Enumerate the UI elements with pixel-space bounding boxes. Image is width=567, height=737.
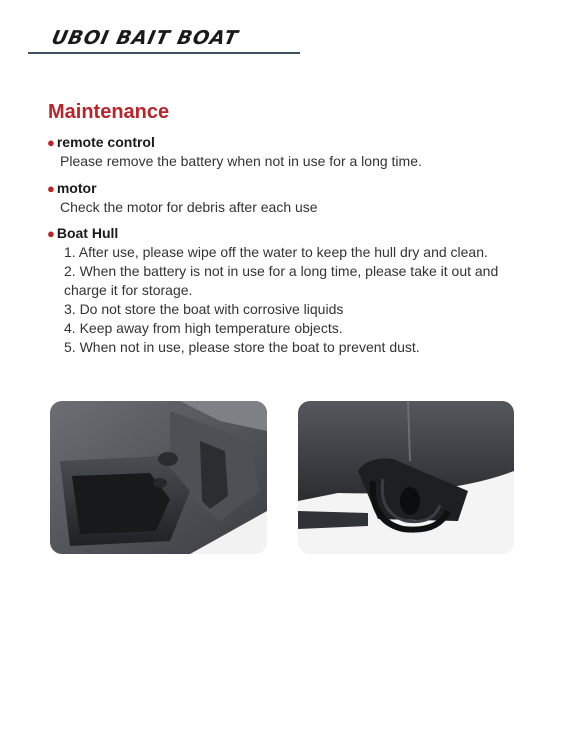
list-item: 4. Keep away from high temperature objects. — [64, 320, 343, 336]
section-motor — [47, 179, 318, 217]
list-item: 2. When the battery is not in use for a long time, please take it out and charge it for storage. — [64, 263, 499, 298]
list-item: 5. When not in use, please store the boat to prevent dust. — [64, 339, 420, 355]
boat-hull-photo — [50, 401, 267, 554]
page-title: Maintenance — [48, 101, 170, 123]
header-rule — [28, 52, 300, 54]
heading-text: Boat Hull — [56, 225, 119, 241]
section-body — [60, 243, 516, 357]
heading-text: motor — [56, 180, 97, 196]
section-body: Please remove the battery when not in use for a long time. — [60, 153, 422, 169]
section-heading — [47, 179, 318, 198]
bullet-icon: ● — [47, 135, 55, 150]
list-item: 1. After use, please wipe off the water to keep the hull dry and clean. — [64, 244, 488, 260]
section-remote-control — [47, 133, 422, 171]
list-item: 3. Do not store the boat with corrosive liquids — [64, 301, 344, 317]
section-heading — [47, 133, 422, 152]
propeller-photo — [298, 401, 514, 554]
section-heading — [47, 224, 516, 243]
brand-logo: UBOI BAIT BOAT — [49, 27, 241, 49]
bullet-icon: ● — [47, 226, 55, 241]
section-body: Check the motor for debris after each use — [60, 199, 318, 215]
heading-text: remote control — [56, 134, 155, 150]
bullet-icon: ● — [47, 181, 55, 196]
section-boat-hull — [47, 224, 516, 357]
